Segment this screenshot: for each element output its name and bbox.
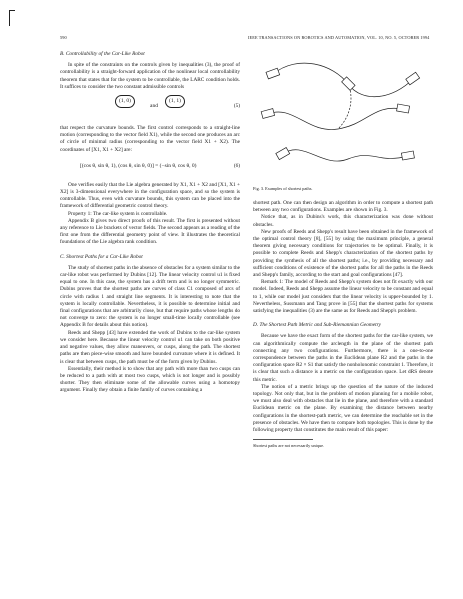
equation-5 [60,95,240,121]
equation-number: (6) [233,162,240,169]
paragraph: Reeds and Shepp [43] have extended the work of Dubins to the car-like system we consider here. Because the linear velocity control u1 can take on both positive and negative values, they allow maneuvers, or cusps, along the path. The shortest paths are then piece-wise smooth and have bounded curvature where it is defined. It is clear that between cusps, the path must be of the form given by Dubins. [60,329,240,365]
crop-mark [9,10,15,11]
car-rectangle [401,151,414,160]
paragraph: that respect the curvature bounds. The first control corresponds to a straight-line motion (corresponding to the vector field X1), while the second one produces an arc of circle of minimal radius (corresponding to the vector field X1 + X2). The coordinates of [X1, X1 + X2] are: [60,125,240,153]
car-rectangle [266,68,280,79]
paragraph: New proofs of Reeds and Shepp's result have been obtained in the framework of the optimal control theory [8], [55] by using the maximum principle, a general theorem giving necessary conditions for trajectories to be optimal. Finally, it is possible to complete Reeds and Shepp's characterization of the shortest paths by providing the synthesis of all the shortest paths; i.e., by providing necessary and sufficient conditions of existence of the shortest paths for all the paths in the Reeds and Shepp's family, according to the start and goal configurations [47]. [253,228,433,279]
paragraph: In spite of the constraints on the controls given by inequalities (3), the proof of controllability is a straight-forward application of the nonlinear local controllability theorem that states that for the system to be controllable, the LARC condition holds. It suffices to consider the two constant admissible controls [60,62,240,90]
property-1: Property 1: The car-like system is controllable. [68,210,168,217]
path-curve [268,108,403,129]
paragraph: Notice that, as in Dubins's work, this characterization was done without obstacles. [253,214,433,228]
paragraph: One verifies easily that the Lie algebra generated by X1, X1 + X2 and [X1, X1 + X2] is 3-dimensional everywhere in the configuration space, and so the system is controllable. Thus, even with curvature bounds, this system can be placed into the framework of differential geometric control theory. [60,181,240,210]
figure-caption: Fig. 3. Examples of shortest paths. [253,186,313,191]
equation-number: (5) [233,103,240,110]
equation-6 [60,158,240,178]
shortest-paths-drawing [253,44,433,182]
remark-1: Remark 1: The model of Reeds and Shepp's system does not fit exactly with our model. Indeed, Reeds and Shepp assume the linear velocity to be constant and equal to 1, while our model just considers that the linear velocity is upper-bounded by 1. Nevertheless, Sussmann and Tang prove in [55] that the shortest paths for systems satisfying the inequalities (3) are the same as for Reeds and Shepp's problem. [253,279,433,315]
path-curve [273,63,413,97]
car-rectangle [261,109,274,119]
paragraph: Essentially, their method is to show that any path with more than two cusps can be reduced to a path with at most two cusps, which is not longer and is possibly shorter. They then eliminate some of the allowable curves using a homotopy argument. Finally they obtain a finite family of curves containing a [60,365,240,394]
paragraph: Because we have the exact form of the shortest paths for the car-like system, we can algorithmically compute the arclength in the plane of the shortest path connecting any two configurations. Furthermore, there is a one-to-one correspondence between the paths in the Euclidean plane R2 and the paths in the configuration space R2 × S1 that satisfy the nonholonomic constraint 1. Therefore, it is clear that such a distance is a metric on the configuration space. Let dRS denote this metric. [253,333,433,383]
lie-bracket-expression: [(cos θ, sin θ, 1), (cos θ, sin θ, 0)] = (−sin θ, cos θ, 0) [80,162,197,169]
right-column [253,200,433,450]
car-rectangle [397,104,410,113]
crop-mark [9,10,10,26]
paragraph: shortest path. One can then design an algorithm in order to compute a shortest path between any two configurations. Examples are shown in Fig. 3. [253,200,433,214]
section-heading-d: D. The Shortest Path Metric and Sub-Riemannian Geometry [253,322,381,329]
figure-3-shortest-paths [253,44,433,182]
footnote: Shortest paths are not necessarily unique. [253,443,325,449]
left-column [60,44,240,395]
section-heading-b: B. Controllability of the Car-Like Robot [60,51,145,57]
equation-and: and [150,103,158,110]
journal-header: IEEE TRANSACTIONS ON ROBOTICS AND AUTOMATION, VOL. 10, NO. 5, OCTOBER 1994 [248,35,430,40]
path-curve [283,150,408,161]
path-curve [338,84,351,129]
paragraph: The study of shortest paths in the absence of obstacles for a system similar to the car-like robot was performed by Dubins [12]. The linear velocity control u1 is fixed equal to one. In this case, the system has a drift term and is no longer symmetric. Dubins proves that the shortest paths are curves of class C1 composed of arcs of circle with radius 1 and straight line segments. It is interesting to note that the system is locally controllable. Nevertheless, it is possible to determine initial and final configurations that are arbitrarily close, but that require paths whose lengths do not converge to zero: the system is no longer small-time locally controllable (see Appendix B for details about this notion). [60,264,240,329]
car-rectangle [406,72,420,85]
section-heading-c: C. Shortest Paths for a Car-Like Robot [60,253,143,260]
control-vector-a: (1, 0) [115,95,135,108]
paragraph: The notion of a metric brings up the question of the nature of the induced topology. Not only that, but in the problem of motion planning for a mobile robot, we must also deal with obstacles that lie in the plane, and therefore with a standard Euclidean metric on the plane. By examining the distance between nearby configurations in the shortest-path metric, we can determine the reachable set in the presence of obstacles. We have then to compare both topologies. This is done by the following property that constitutes the main result of this paper: [253,383,433,434]
paragraph: Appendix B gives two direct proofs of this result. The first is presented without any reference to Lie brackets of vector fields. The second appears as a reading of the first one from the differential geometry point of view. It illustrates the theoretical foundations of the Lie algebra rank condition. [60,217,240,246]
page-number: 590 [60,35,67,40]
control-vector-b: (1, 1) [165,95,185,108]
car-rectangle [276,148,290,160]
